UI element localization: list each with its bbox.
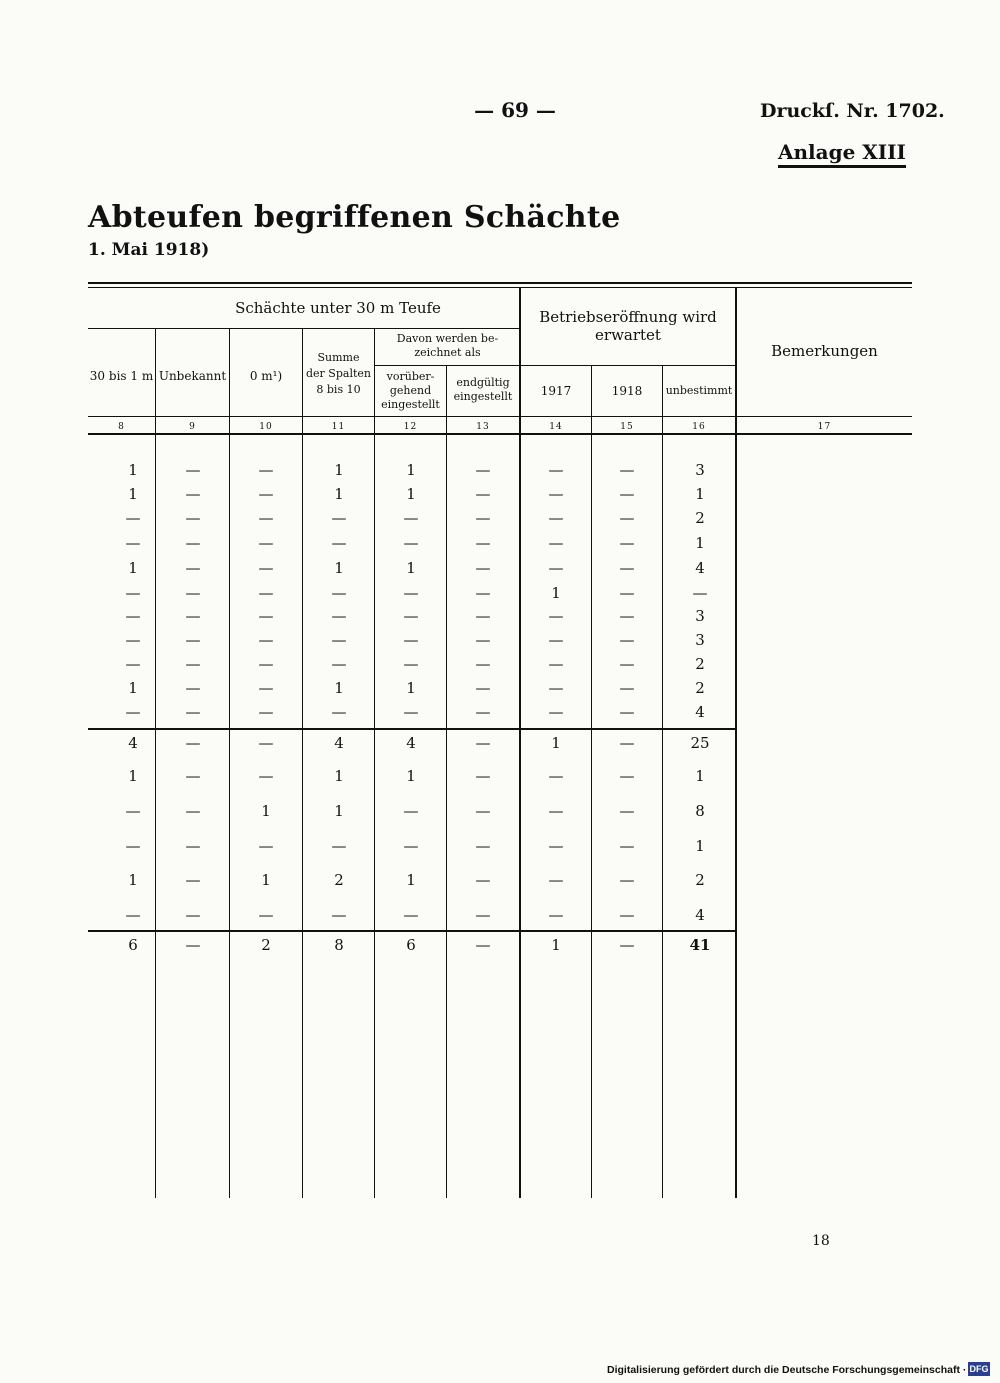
table-cell: — <box>619 871 635 889</box>
group-header-opening: Betriebseröffnung wird erwartet <box>539 308 717 344</box>
table-cell: 4 <box>406 734 416 752</box>
table-cell: — <box>475 559 491 577</box>
table-cell: — <box>125 631 141 649</box>
table-cell: — <box>403 837 419 855</box>
table-cell: — <box>475 655 491 673</box>
table-cell: — <box>258 509 274 527</box>
annex-label: Anlage XIII <box>778 140 906 168</box>
dfg-funding-note: Digitalisierung gefördert durch die Deutsche Forschungsgemeinschaft · <box>607 1364 967 1376</box>
table-cell: 1 <box>551 584 561 602</box>
col-header-temporarily-stopped: vorüber- gehend eingestellt <box>381 370 440 411</box>
table-cell: 4 <box>695 906 705 924</box>
table-cell: — <box>403 534 419 552</box>
table-cell: 1 <box>695 485 705 503</box>
table-cell: 1 <box>334 802 344 820</box>
table-cell: — <box>619 679 635 697</box>
col-divider-4 <box>374 329 375 1198</box>
table-top-rule-thin <box>88 287 912 288</box>
table-cell: 1 <box>261 802 271 820</box>
table-cell: — <box>619 936 635 954</box>
table-cell: 2 <box>334 871 344 889</box>
table-cell: 2 <box>695 679 705 697</box>
table-cell: — <box>258 679 274 697</box>
table-cell: — <box>619 485 635 503</box>
table-cell: — <box>403 802 419 820</box>
table-cell: — <box>475 679 491 697</box>
table-cell: — <box>185 703 201 721</box>
table-cell: — <box>619 584 635 602</box>
col-header-30-to-1m: 30 bis 1 m <box>89 369 154 383</box>
table-cell: — <box>475 734 491 752</box>
table-cell: 1 <box>128 679 138 697</box>
page-subtitle: 1. Mai 1918) <box>88 240 210 260</box>
table-cell: — <box>475 767 491 785</box>
table-cell: — <box>619 655 635 673</box>
table-cell: — <box>185 936 201 954</box>
table-cell: — <box>331 607 347 625</box>
table-cell: — <box>125 534 141 552</box>
table-cell: — <box>548 509 564 527</box>
table-cell: 41 <box>689 936 711 954</box>
table-cell: — <box>331 703 347 721</box>
table-cell: — <box>548 607 564 625</box>
table-cell: — <box>125 837 141 855</box>
table-cell: — <box>548 461 564 479</box>
table-cell: 1 <box>334 485 344 503</box>
table-cell: — <box>475 871 491 889</box>
table-cell: 2 <box>695 871 705 889</box>
table-cell: — <box>619 607 635 625</box>
table-cell: — <box>185 607 201 625</box>
col-number-15: 15 <box>620 422 634 432</box>
table-cell: — <box>125 655 141 673</box>
table-cell: — <box>475 936 491 954</box>
col-number-16: 16 <box>692 422 706 432</box>
table-cell: 8 <box>334 936 344 954</box>
table-cell: — <box>475 534 491 552</box>
table-cell: — <box>619 703 635 721</box>
table-cell: — <box>403 584 419 602</box>
group-header-shafts: Schächte unter 30 m Teufe <box>235 299 441 317</box>
table-cell: — <box>185 631 201 649</box>
table-cell: — <box>185 559 201 577</box>
table-cell: — <box>185 509 201 527</box>
table-cell: — <box>185 655 201 673</box>
table-cell: 1 <box>695 767 705 785</box>
colnum-top-rule <box>88 416 912 417</box>
table-cell: 4 <box>695 559 705 577</box>
table-cell: — <box>185 837 201 855</box>
table-cell: 1 <box>551 936 561 954</box>
table-cell: 1 <box>695 534 705 552</box>
table-cell: — <box>548 703 564 721</box>
table-cell: 3 <box>695 631 705 649</box>
table-cell: — <box>185 584 201 602</box>
table-cell: 1 <box>334 559 344 577</box>
col-header-sum: Summe der Spalten 8 bis 10 <box>306 351 371 396</box>
col-divider-8 <box>662 366 663 1198</box>
table-cell: — <box>185 534 201 552</box>
col-number-10: 10 <box>259 422 273 432</box>
header-divider-designated <box>374 365 520 366</box>
col-number-12: 12 <box>403 422 418 432</box>
table-cell: — <box>403 655 419 673</box>
section-rule-1 <box>88 728 736 730</box>
table-cell: 1 <box>128 559 138 577</box>
table-cell: — <box>403 906 419 924</box>
header-divider-under-group <box>88 328 520 329</box>
table-cell: — <box>619 461 635 479</box>
col-divider-2 <box>229 329 230 1198</box>
table-cell: — <box>331 655 347 673</box>
table-cell: — <box>125 584 141 602</box>
table-cell: — <box>258 767 274 785</box>
table-cell: 3 <box>695 461 705 479</box>
table-cell: 4 <box>695 703 705 721</box>
table-cell: 6 <box>406 936 416 954</box>
table-cell: — <box>548 679 564 697</box>
table-cell: — <box>258 631 274 649</box>
table-cell: 3 <box>695 607 705 625</box>
table-cell: — <box>403 509 419 527</box>
table-cell: 1 <box>695 837 705 855</box>
table-cell: — <box>258 906 274 924</box>
table-cell: — <box>258 837 274 855</box>
table-cell: 1 <box>128 461 138 479</box>
table-cell: — <box>619 802 635 820</box>
table-cell: — <box>548 655 564 673</box>
table-cell: — <box>185 485 201 503</box>
table-cell: 25 <box>690 734 710 752</box>
table-cell: — <box>619 509 635 527</box>
col-number-11: 11 <box>331 422 346 432</box>
col-number-17: 17 <box>817 422 832 432</box>
table-cell: 1 <box>261 871 271 889</box>
table-cell: 1 <box>406 871 416 889</box>
table-cell: 1 <box>334 461 344 479</box>
table-cell: — <box>258 655 274 673</box>
table-cell: — <box>475 837 491 855</box>
table-cell: — <box>619 837 635 855</box>
page-number: — 69 — <box>474 98 556 122</box>
col-divider-7 <box>591 366 592 1198</box>
table-cell: — <box>331 906 347 924</box>
table-cell: 1 <box>334 767 344 785</box>
table-cell: — <box>331 584 347 602</box>
table-cell: — <box>548 802 564 820</box>
table-cell: — <box>619 631 635 649</box>
col-divider-5 <box>446 366 447 1198</box>
table-cell: 1 <box>406 559 416 577</box>
table-cell: — <box>475 509 491 527</box>
group-header-designated: Davon werden be- zeichnet als <box>396 332 499 359</box>
table-cell: — <box>475 607 491 625</box>
table-cell: 8 <box>695 802 705 820</box>
table-cell: — <box>125 509 141 527</box>
table-cell: — <box>185 734 201 752</box>
table-cell: — <box>548 485 564 503</box>
table-cell: — <box>403 607 419 625</box>
col-number-13: 13 <box>476 422 490 432</box>
group-header-remarks: Bemerkungen <box>771 342 878 360</box>
table-cell: — <box>403 631 419 649</box>
col-divider-3 <box>302 329 303 1198</box>
table-cell: — <box>258 703 274 721</box>
print-reference: Druckſ. Nr. 1702. <box>760 100 945 122</box>
table-cell: 1 <box>406 485 416 503</box>
table-cell: — <box>185 767 201 785</box>
table-cell: — <box>185 461 201 479</box>
table-cell: — <box>619 906 635 924</box>
table-cell: — <box>475 631 491 649</box>
page-title: Abteufen begriffenen Schächte <box>88 200 621 235</box>
table-cell: — <box>475 802 491 820</box>
table-cell: 2 <box>695 655 705 673</box>
table-cell: 1 <box>406 679 416 697</box>
table-cell: 1 <box>128 485 138 503</box>
table-cell: 1 <box>406 461 416 479</box>
col-divider-1 <box>155 329 156 1198</box>
table-cell: — <box>125 802 141 820</box>
table-cell: — <box>331 534 347 552</box>
table-cell: — <box>185 871 201 889</box>
table-cell: — <box>548 906 564 924</box>
table-cell: — <box>548 631 564 649</box>
col-number-9: 9 <box>189 422 196 432</box>
col-header-undetermined: unbestimmt <box>665 384 733 397</box>
col-header-1918: 1918 <box>611 384 643 398</box>
table-cell: — <box>258 559 274 577</box>
table-cell: — <box>331 631 347 649</box>
dfg-logo: DFG <box>969 1364 989 1374</box>
table-cell: — <box>548 534 564 552</box>
table-cell: — <box>619 559 635 577</box>
table-cell: 6 <box>128 936 138 954</box>
table-cell: — <box>185 679 201 697</box>
table-cell: — <box>403 703 419 721</box>
section-rule-2 <box>88 930 736 932</box>
table-cell: — <box>258 461 274 479</box>
table-cell: — <box>185 906 201 924</box>
table-cell: — <box>125 607 141 625</box>
table-cell: 4 <box>128 734 138 752</box>
table-cell: — <box>619 534 635 552</box>
col-number-14: 14 <box>549 422 563 432</box>
table-cell: — <box>619 734 635 752</box>
table-cell: — <box>258 584 274 602</box>
table-cell: — <box>475 461 491 479</box>
header-bottom-rule <box>88 433 912 435</box>
table-cell: — <box>475 906 491 924</box>
table-cell: — <box>331 837 347 855</box>
table-cell: — <box>548 559 564 577</box>
table-cell: — <box>548 871 564 889</box>
table-cell: 1 <box>128 871 138 889</box>
table-cell: — <box>258 734 274 752</box>
table-cell: — <box>125 703 141 721</box>
table-cell: 1 <box>406 767 416 785</box>
col-header-unknown: Unbekannt <box>158 369 227 383</box>
table-cell: 1 <box>551 734 561 752</box>
table-cell: — <box>258 607 274 625</box>
table-cell: — <box>548 767 564 785</box>
table-top-rule <box>88 282 912 284</box>
col-number-8: 8 <box>118 422 125 432</box>
table-cell: 4 <box>334 734 344 752</box>
table-cell: 1 <box>334 679 344 697</box>
table-cell: — <box>258 534 274 552</box>
table-cell: — <box>185 802 201 820</box>
col-header-0m: 0 m¹) <box>249 369 283 383</box>
table-cell: — <box>548 837 564 855</box>
table-cell: 2 <box>261 936 271 954</box>
table-cell: — <box>619 767 635 785</box>
col-header-permanently-stopped: endgültig eingestellt <box>453 376 513 403</box>
table-cell: — <box>258 485 274 503</box>
col-header-1917: 1917 <box>540 384 572 398</box>
table-cell: — <box>475 584 491 602</box>
header-divider-opening <box>520 365 736 366</box>
table-cell: — <box>475 485 491 503</box>
page-mark: 18 <box>812 1233 830 1249</box>
table-cell: — <box>331 509 347 527</box>
table-cell: 1 <box>128 767 138 785</box>
table-cell: — <box>692 584 708 602</box>
table-cell: 2 <box>695 509 705 527</box>
table-cell: — <box>125 906 141 924</box>
table-cell: — <box>475 703 491 721</box>
